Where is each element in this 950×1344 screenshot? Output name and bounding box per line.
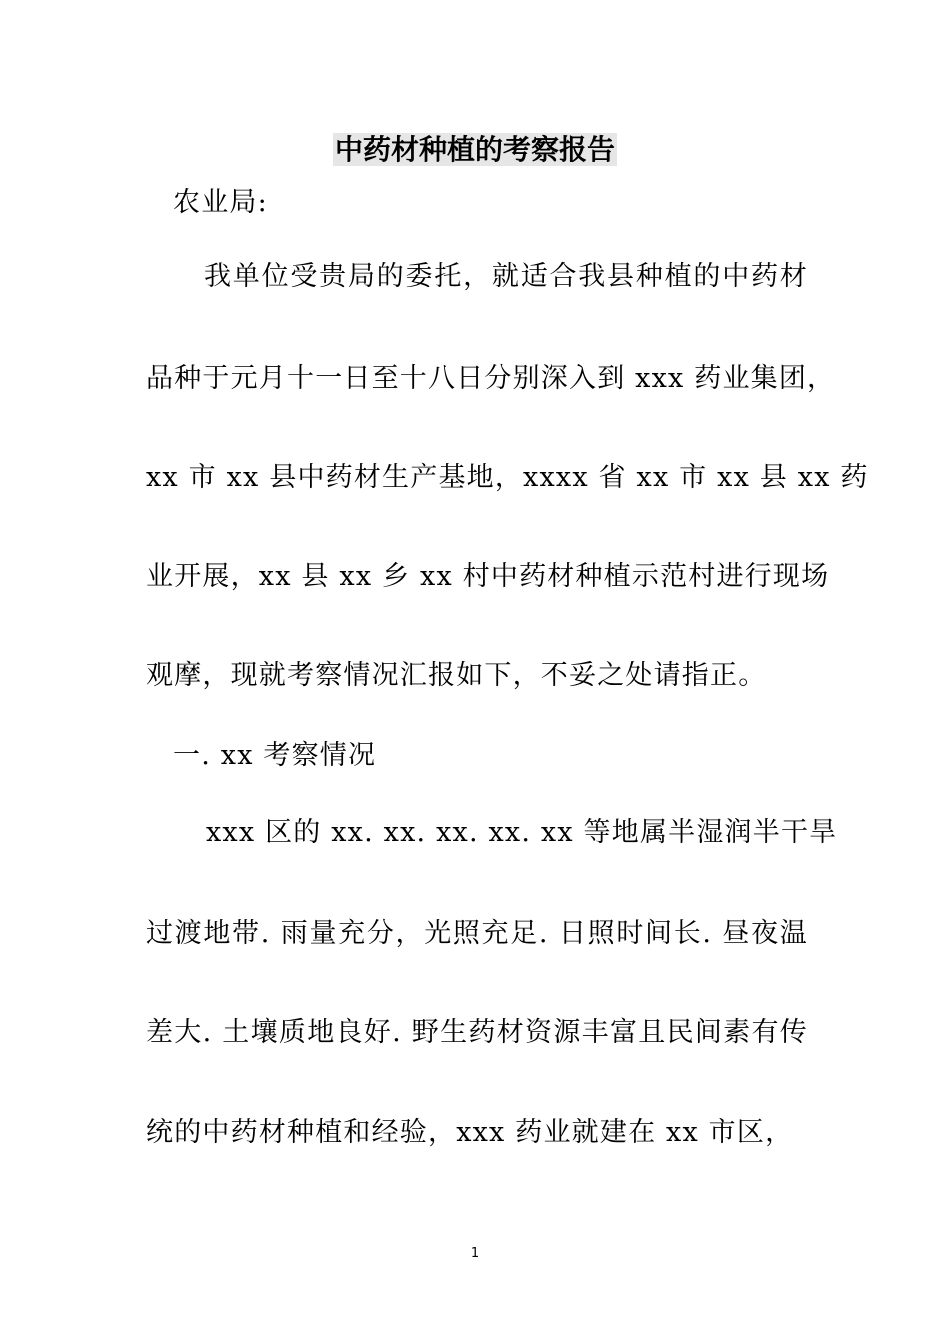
paragraph-line: xx 市 xx 县中药材生产基地，xxxx 省 xx 市 xx 县 xx 药 [146, 462, 869, 493]
page-title [0, 130, 950, 170]
paragraph-line: 差大. 土壤质地良好. 野生药材资源丰富且民间素有传 [146, 1017, 808, 1048]
paragraph-line: 过渡地带. 雨量充分，光照充足. 日照时间长. 昼夜温 [146, 918, 808, 949]
paragraph-line: 业开展，xx 县 xx 乡 xx 村中药材种植示范村进行现场 [146, 561, 830, 592]
page-number: 1 [470, 1246, 480, 1261]
paragraph-line: 品种于元月十一日至十八日分别深入到 xxx 药业集团， [146, 363, 836, 394]
paragraph-line: xxx 区的 xx. xx. xx. xx. xx 等地属半湿润半干旱 [206, 817, 838, 848]
paragraph-line: 观摩，现就考察情况汇报如下，不妥之处请指正。 [146, 660, 767, 691]
paragraph-line: 统的中药材种植和经验，xxx 药业就建在 xx 市区， [146, 1117, 794, 1148]
salutation: 农业局: [173, 187, 268, 218]
paragraph-line: 我单位受贵局的委托，就适合我县种植的中药材 [204, 261, 808, 292]
title-text: 中药材种植的考察报告 [334, 133, 615, 166]
section-heading: 一. xx 考察情况 [173, 740, 377, 771]
